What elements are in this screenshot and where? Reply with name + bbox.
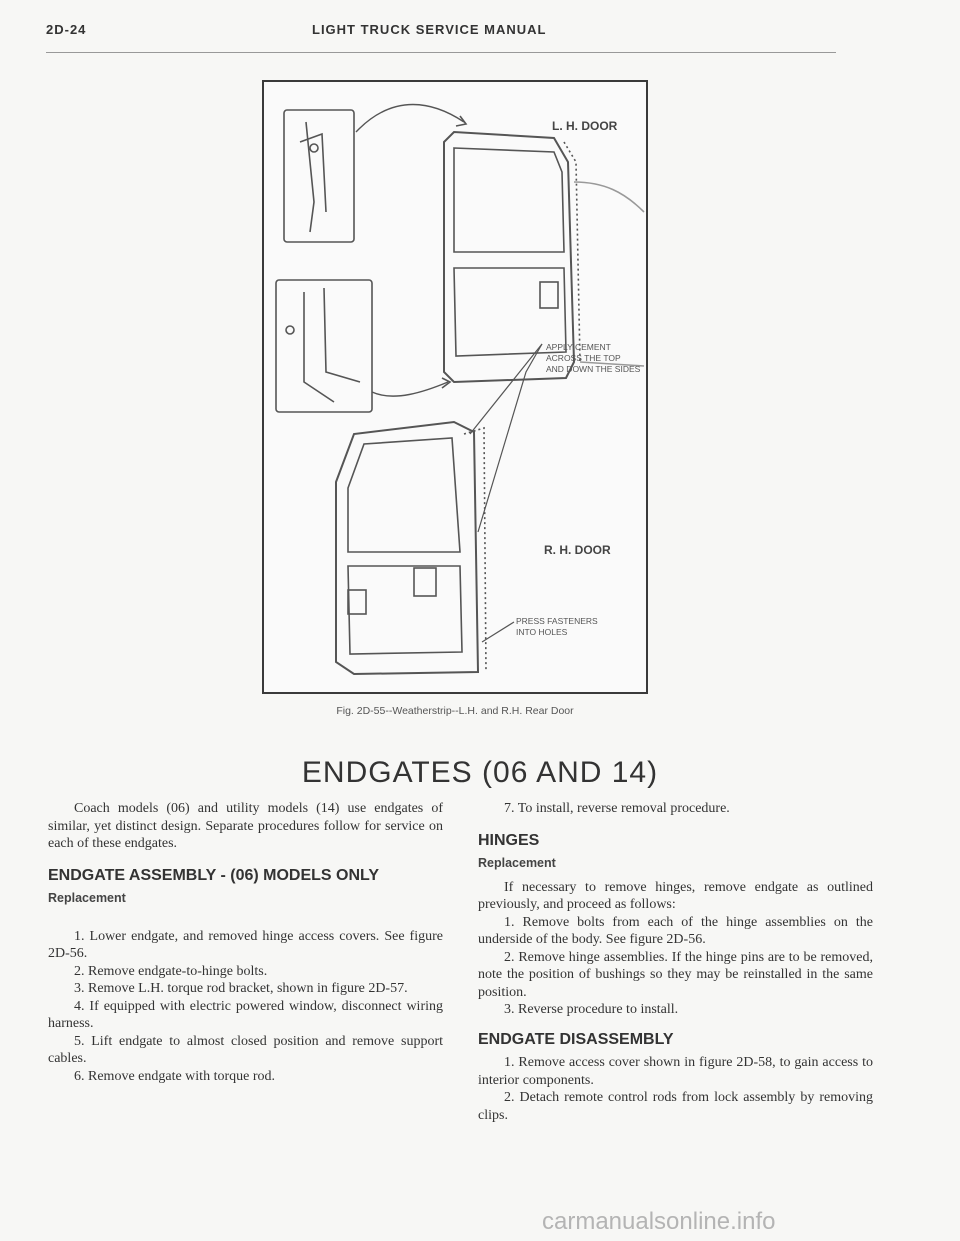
label-lh-door: L. H. DOOR: [552, 119, 618, 133]
hinges-steps: [478, 879, 873, 1019]
header-rule: [46, 52, 836, 53]
hinges-intro: If necessary to remove hinges, remove endgate as outlined previously, and proceed as follows:: [478, 879, 873, 912]
label-rh-door: R. H. DOOR: [544, 543, 611, 557]
replacement-subheading: Replacement: [48, 891, 126, 905]
figure-weatherstrip: [262, 80, 648, 694]
list-item: 5. Lift endgate to almost closed position and remove support cables.: [48, 1033, 443, 1066]
list-item: 2. Remove endgate-to-hinge bolts.: [74, 963, 268, 979]
list-item: 3. Reverse procedure to install.: [504, 1002, 679, 1017]
hinges-replacement-subheading: Replacement: [478, 856, 556, 870]
list-item: 2. Detach remote control rods from lock assembly by removing clips.: [478, 1090, 873, 1123]
list-item: 3. Remove L.H. torque rod bracket, shown in figure 2D-57.: [74, 981, 408, 996]
removal-steps: [48, 928, 443, 1086]
list-item: 4. If equipped with electric powered window, disconnect wiring harness.: [48, 998, 443, 1031]
label-apply-1: APPLY CEMENT: [546, 342, 611, 352]
list-item: 6. Remove endgate with torque rod.: [74, 1068, 276, 1084]
list-item: 1. Lower endgate, and removed hinge access covers. See figure 2D-56.: [48, 928, 443, 961]
page-number: 2D-24: [46, 22, 87, 37]
left-column: [48, 800, 443, 1085]
label-apply-2: ACROSS THE TOP: [546, 353, 621, 363]
list-item: 2. Remove hinge assemblies. If the hinge pins are to be removed, note the position of bushings so they may be reinstalled in the same position.: [478, 949, 873, 1000]
door-illustration: [264, 82, 646, 692]
intro-paragraph: Coach models (06) and utility models (14) use endgates of similar, yet distinct design. Separate procedures follow for service on each of these endgates.: [48, 801, 443, 851]
manual-title: LIGHT TRUCK SERVICE MANUAL: [312, 22, 547, 37]
figure-caption: Fig. 2D-55--Weatherstrip--L.H. and R.H. Rear Door: [336, 705, 574, 717]
list-item: 1. Remove bolts from each of the hinge assemblies on the underside of the body. See figure 2D-56.: [478, 914, 873, 947]
disassembly-steps: [478, 1054, 873, 1124]
right-column: [478, 800, 873, 1124]
hinges-heading: HINGES: [478, 831, 540, 849]
rh-door-outline: [336, 422, 478, 674]
label-apply-3: AND DOWN THE SIDES: [546, 364, 641, 374]
label-press-1: PRESS FASTENERS: [516, 616, 598, 626]
list-item: 7. To install, reverse removal procedure.: [504, 801, 730, 816]
endgate-assembly-heading: ENDGATE ASSEMBLY - (06) MODELS ONLY: [48, 866, 380, 884]
list-item: 1. Remove access cover shown in figure 2D-58, to gain access to interior components.: [478, 1055, 873, 1088]
endgate-disassembly-heading: ENDGATE DISASSEMBLY: [478, 1030, 674, 1048]
label-press-2: INTO HOLES: [516, 627, 568, 637]
inset-top-left: [284, 110, 354, 242]
watermark: carmanualsonline.info: [542, 1208, 776, 1235]
section-title: ENDGATES (06 AND 14): [301, 756, 659, 789]
